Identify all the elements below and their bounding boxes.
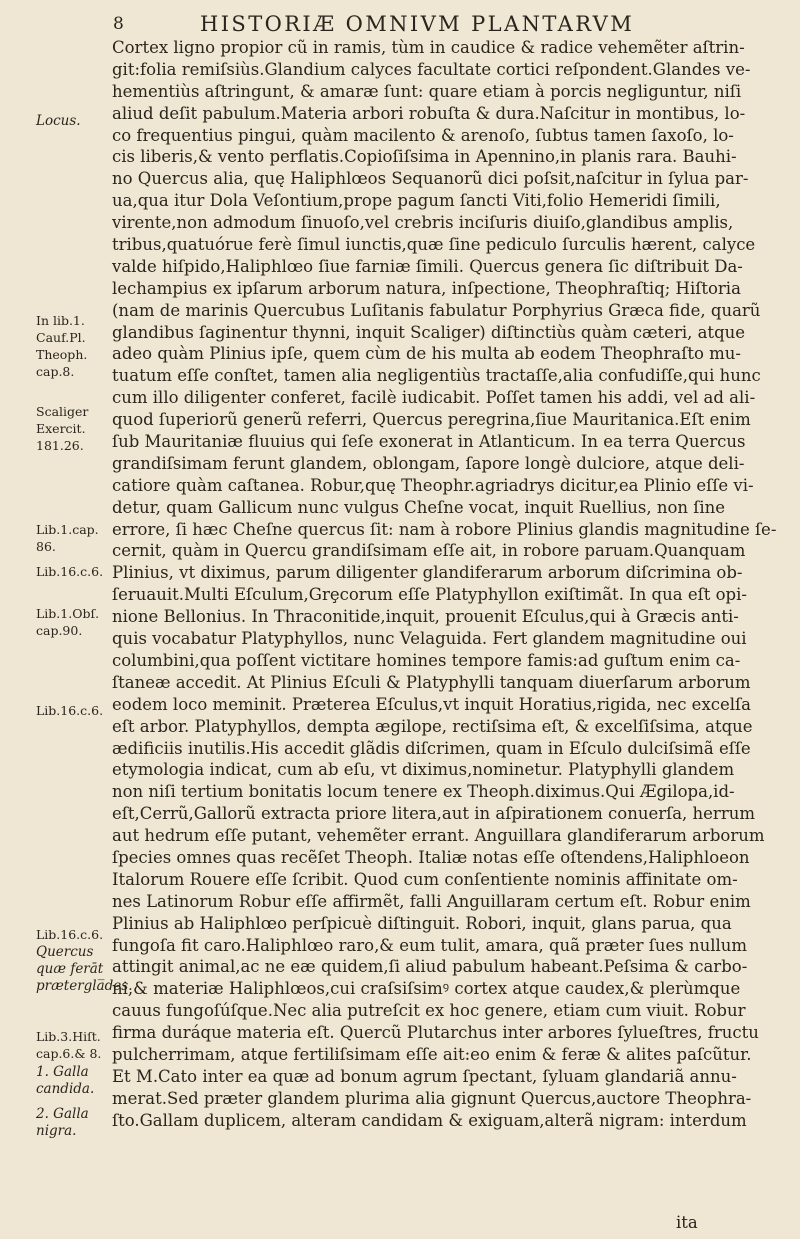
margin-note: Quercus quæ ferāt prætergla̅des. bbox=[36, 944, 133, 994]
text-line: git:folia remiſsiùs.Glandium calyces facultate cortici reſpondent.Glandes ve- bbox=[112, 59, 751, 79]
margin-note: Scaliger Exercit. 181.26. bbox=[36, 404, 89, 453]
text-line: firma duráque materia eſt. Quercũ Plutarchus inter arbores ſylueſtres, fructu bbox=[112, 1023, 759, 1043]
text-line: virente,non admodum ſinuoſo,vel crebris inciſuris diuiſo,glandibus amplis, bbox=[112, 213, 734, 233]
text-line: Et M.Cato inter ea quæ ad bonum agrum ſpectant, ſyluam glandariã annu- bbox=[112, 1066, 737, 1086]
text-line: cum illo diligenter conferet, facilè iudicabit. Poſſet tamen his addi, vel ad ali- bbox=[112, 388, 756, 408]
text-line: attingit animal,ac ne eæ quidem,ſi aliud pabulum habeant.Peſsima & carbo- bbox=[112, 957, 748, 977]
text-line: eodem loco meminit. Præterea Eſculus,vt inquit Horatius,rigida, nec excelſa bbox=[112, 694, 751, 714]
margin-note: Lib.16.c.6. bbox=[36, 703, 104, 718]
text-line: cis liberis,& vento perflatis.Copioſiſsima in Apennino,in planis rara. Bauhi- bbox=[112, 147, 737, 167]
page-number: 8 bbox=[113, 14, 125, 34]
text-line: Plinius ab Haliphlœo perſpicuè diſtinguit. Robori, inquit, glans parua, qua bbox=[112, 913, 732, 933]
text-line: ſeruauit.Multi Eſculum,Grȩcorum eſſe Platyphyllon exiſtimãt. In qua eſt opi- bbox=[112, 585, 747, 605]
text-line: nione Bellonius. In Thraconitide,inquit, prouenit Eſculus,qui à Græcis anti- bbox=[112, 607, 739, 627]
catchword: ita bbox=[676, 1213, 698, 1232]
text-line: adeo quàm Plinius ipſe, quem cùm de his multa ab eodem Theophraſto mu- bbox=[112, 344, 741, 364]
text-line: (nam de marinis Quercubus Luſitanis fabulatur Porphyrius Græca fide, quarũ bbox=[112, 300, 761, 320]
margin-note: 1. Galla candida. bbox=[36, 1064, 95, 1097]
body-text bbox=[112, 37, 777, 1132]
margin-note: Lib.3.Hiſt. cap.6.& 8. bbox=[36, 1029, 102, 1061]
text-line: ſto.Gallam duplicem, alteram candidam & exiguam,alterã nigram: interdum bbox=[112, 1110, 747, 1130]
text-line: tuatum eſſe conſtet, tamen alia negligentiùs tractaſſe,alia confudiſſe,qui hunc bbox=[112, 366, 761, 386]
margin-note: Lib.16.c.6. bbox=[36, 564, 104, 579]
text-line: grandiſsimam ferunt glandem, oblongam, ſapore longè dulciore, atque deli- bbox=[112, 453, 745, 473]
text-line: eſt,Cerrũ,Gallorũ extracta priore litera,aut in aſpirationem conuerſa, herrum bbox=[112, 804, 755, 824]
text-line: valde hiſpido,Haliphlœo ſiue farniæ ſimili. Quercus genera ſic diſtribuit Da- bbox=[112, 256, 743, 276]
text-line: glandibus ſaginentur thynni, inquit Scaliger) diſtinctiùs quàm cæteri, atque bbox=[112, 322, 746, 342]
text-line: hementiùs aſtringunt, & amaræ ſunt: quare etiam à porcis negliguntur, niſi bbox=[112, 81, 742, 101]
text-line: errore, ſi hæc Cheſne quercus ſit: nam à robore Plinius glandis magnitudine ſe- bbox=[112, 519, 777, 539]
text-line: columbini,qua poſſent victitare homines tempore famis:ad guſtum enim ca- bbox=[112, 650, 741, 670]
text-line: co frequentius pingui, quàm macilento & arenoſo, ſubtus tamen ſaxoſo, lo- bbox=[112, 125, 734, 145]
text-line: ſub Mauritaniæ fluuius qui ſeſe exonerat in Atlanticum. In ea terra Quercus bbox=[112, 432, 746, 452]
text-line: quod ſuperiorũ generũ referri, Quercus peregrina,ſiue Mauritanica.Eſt enim bbox=[112, 410, 751, 430]
margin-note: 2. Galla nigra. bbox=[36, 1106, 89, 1139]
text-line: cauus fungoſúſque.Nec alia putreſcit ex hoc genere, etiam cum viuit. Robur bbox=[112, 1001, 746, 1021]
text-line: non niſi tertium bonitatis locum tenere ex Theoph.diximus.Qui Ægilopa,id- bbox=[112, 782, 735, 802]
text-line: ſpecies omnes quas recẽſet Theoph. Italiæ notas eſſe oſtendens,Haliphloeon bbox=[112, 847, 750, 867]
text-line: tribus,quatuórue ferè ſimul iunctis,quæ ſine pediculo ſurculis hærent, calyce bbox=[112, 235, 756, 255]
text-line: ſtaneæ accedit. At Plinius Eſculi & Platyphylli tanquam diuerſarum arborum bbox=[112, 672, 751, 692]
text-line: aut hedrum eſſe putant, vehemẽter errant. Anguillara glandiferarum arborum bbox=[112, 826, 765, 846]
text-line: ni,& materiæ Haliphlœos,cui craſsiſsimꝰ cortex atque caudex,& plerùmque bbox=[112, 979, 741, 999]
text-line: ua,qua itur Dola Veſontium,prope pagum ſancti Viti,folio Hemeridi ſimili, bbox=[112, 191, 721, 211]
margin-note: In lib.1. Cauf.Pl. Theoph. cap.8. bbox=[36, 313, 88, 379]
margin-note: Locus. bbox=[36, 113, 81, 129]
text-line: catiore quàm caſtanea. Robur,quę Theophr.agriadrys dicitur,ea Plinio eſſe vi- bbox=[112, 475, 754, 495]
text-line: pulcherrimam, atque fertiliſsimam eſſe ait:eo enim & feræ & alites paſcũtur. bbox=[112, 1044, 752, 1064]
text-line: cernit, quàm in Quercu grandiſsimam eſſe ait, in robore paruam.Quanquam bbox=[112, 541, 746, 561]
running-title: HISTORIÆ OMNIVM PLANTARVM bbox=[200, 12, 635, 36]
text-line: eſt arbor. Platyphyllos, dempta ægilope, rectiſsima eſt, & excelſiſsima, atque bbox=[112, 716, 753, 736]
text-line: detur, quam Gallicum nunc vulgus Cheſne vocat, inquit Ruellius, non ſine bbox=[112, 497, 726, 517]
text-line: Cortex ligno propior cũ in ramis, tùm in caudice & radice vehemẽter aſtrin- bbox=[112, 38, 745, 57]
text-line: merat.Sed præter glandem plurima alia gignunt Quercus,auctore Theophra- bbox=[112, 1088, 752, 1108]
text-line: etymologia indicat, cum ab eſu, vt diximus,nominetur. Platyphylli glandem bbox=[112, 760, 735, 780]
text-line: Italorum Rouere eſſe ſcribit. Quod cum conſentiente nominis affinitate om- bbox=[112, 869, 738, 889]
text-line: ædificiis inutilis.His accedit glãdis diſcrimen, quam in Eſculo dulciſsimã eſſe bbox=[112, 738, 751, 758]
text-line: no Quercus alia, quę Haliphlœos Sequanorũ dici poſsit,naſcitur in ſylua par- bbox=[112, 169, 749, 189]
text-line: quis vocabatur Platyphyllos, nunc Velaguida. Fert glandem magnitudine oui bbox=[112, 629, 747, 649]
text-line: lechampius ex ipſarum arborum natura, inſpectione, Theophraſtiq; Hiſtoria bbox=[112, 278, 741, 298]
margin-note: Lib.1.cap. 86. bbox=[36, 522, 99, 554]
text-line: fungoſa fit caro.Haliphlœo raro,& eum tulit, amara, quã præter ſues nullum bbox=[112, 935, 748, 955]
text-line: Plinius, vt diximus, parum diligenter glandiferarum arborum diſcrimina ob- bbox=[112, 563, 743, 583]
text-line: aliud deſit pabulum.Materia arbori robuſta & dura.Naſcitur in montibus, lo- bbox=[112, 103, 746, 123]
margin-note: Lib.1.Obſ. cap.90. bbox=[36, 606, 100, 638]
text-line: nes Latinorum Robur eſſe affirmẽt, falli Anguillaram certum eſt. Robur enim bbox=[112, 891, 751, 911]
margin-note: Lib.16.c.6. bbox=[36, 927, 104, 942]
